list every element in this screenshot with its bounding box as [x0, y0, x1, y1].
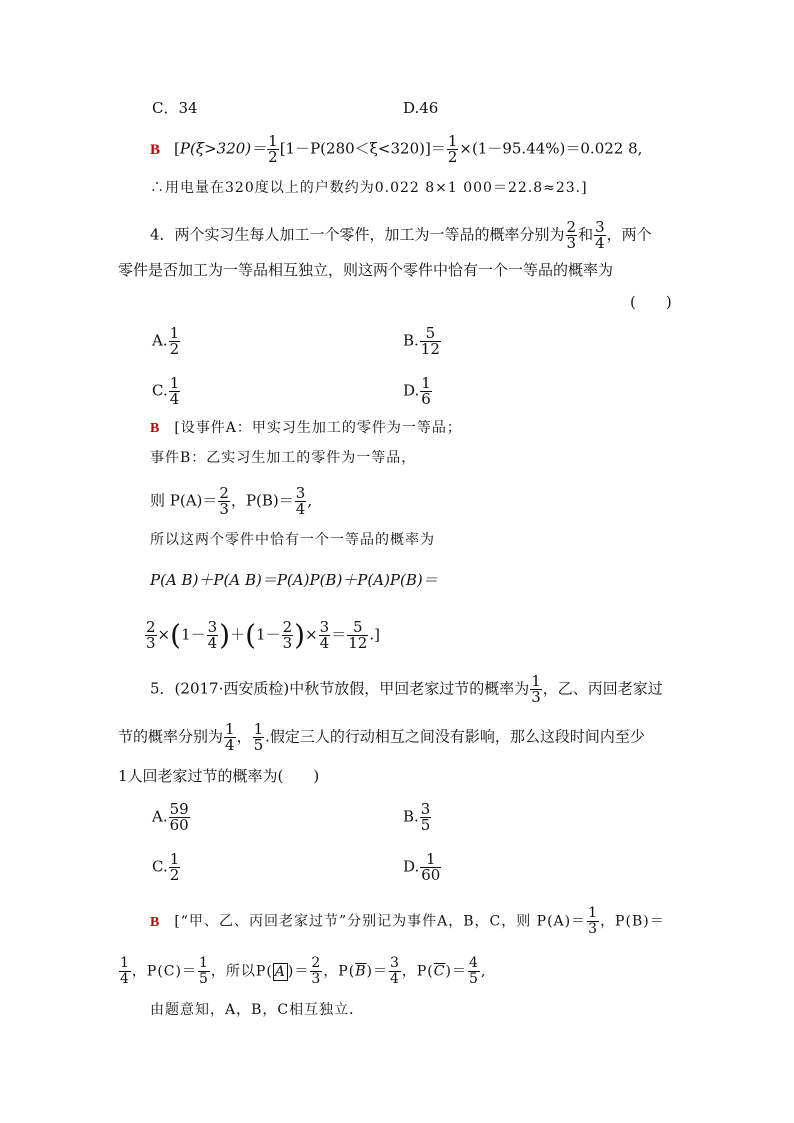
q3-option-d: D.46 — [403, 99, 439, 117]
formula-part: [1－P(280＜ξ<320)]＝ — [279, 139, 446, 158]
formula-part: P(ξ>320)＝ — [179, 139, 267, 158]
fraction-half: $\frac{1}{2}$ — [268, 132, 278, 166]
q5-option-c: C. $\frac{1}{2}$ — [152, 850, 180, 884]
fraction-half: $\frac{1}{2}$ — [447, 132, 458, 166]
q5-stem-line2: 节的概率分别为 $\frac{1}{4}$ ， $\frac{1}{5}$ .假定三人的行动相互之间没有影响，那么这段时间内至少 — [118, 720, 645, 754]
q4-formula-line5: P(A B)＋P(A B)＝P(A)P(B)＋P(A)P(B)＝ — [150, 571, 438, 589]
q3-option-c: C．34 — [152, 99, 198, 117]
fraction: $\frac{2}{3}$ — [566, 218, 577, 252]
q4-explanation-line1: B [设事件A：甲实习生加工的零件为一等品； — [150, 420, 462, 436]
q5-explanation-line1: B [“甲、乙、丙回老家过节”分别记为事件A，B，C，则 P(A)＝ $\frac{1}{3}$ ，P(B)＝ — [150, 905, 665, 937]
q4-stem-line2: 零件是否加工为一等品相互独立，则这两个零件中恰有一个一等品的概率为 — [118, 261, 614, 279]
q4-option-d: D. $\frac{1}{6}$ — [403, 374, 431, 408]
q5-option-a: A. $\frac{59}{60}$ — [152, 800, 189, 834]
q5-explanation-line3: 由题意知，A，B，C相互独立． — [150, 1002, 365, 1018]
q4-answer-paren: ( ) — [630, 293, 672, 311]
q4-answer-letter: B — [150, 421, 161, 436]
q4-option-c: C. $\frac{1}{4}$ — [152, 374, 180, 408]
q5-stem-line3: 1人回老家过节的概率为( ) — [118, 767, 320, 785]
formula-part: ×(1－95.44%)＝0.022 8, — [459, 139, 643, 158]
q3-solution-line1 — [150, 134, 642, 165]
stem-text: 4．两个实习生每人加工一个零件，加工为一等品的概率分别为 — [150, 225, 565, 244]
q3-solution-line2: ∴用电量在320度以上的户数约为0.022 8×1 000＝22.8≈23.] — [150, 180, 588, 196]
q5-option-d: D. $\frac{1}{60}$ — [403, 850, 441, 884]
q4-option-a: A. $\frac{1}{2}$ — [152, 324, 180, 358]
stem-text: ，两个 — [606, 225, 652, 244]
stem-text: 和 — [578, 225, 594, 244]
q4-explanation-line2: 事件B：乙实习生加工的零件为一等品， — [150, 450, 417, 466]
q5-explanation-line2: $\frac{1}{4}$ ，P(C)＝ $\frac{1}{5}$ ，所以P( A )＝ $\frac{2}{3}$ ，$P(\overline{B})=$ $\frac{3}{4}$ ，$P(\overline{C})=$ $\frac{4}{5}$ , — [120, 955, 487, 987]
q5-stem-line1: 5．(2017·西安质检)中秋节放假，甲回老家过节的概率为 $\frac{1}{3}$ ，乙、丙回老家过 — [150, 672, 663, 706]
fraction: $\frac{3}{4}$ — [595, 218, 605, 252]
q4-stem-line1 — [150, 220, 652, 251]
q4-explanation-line3: 则 P(A)＝ $\frac{2}{3}$ ，P(B)＝ $\frac{3}{4}$ , — [150, 484, 313, 518]
q5-answer-letter: B — [150, 914, 161, 930]
q3-answer-letter: B — [150, 141, 161, 158]
q4-formula-line6: $\frac{2}{3}$ ×(1－ $\frac{3}{4}$ )＋(1－ $\frac{2}{3}$ )× $\frac{3}{4}$ ＝ $\frac{5}{12}$ .] — [146, 618, 380, 652]
bracket: [ — [174, 139, 180, 158]
q5-option-b: B. $\frac{3}{5}$ — [403, 800, 431, 834]
q4-option-b: B. $\frac{5}{12}$ — [403, 324, 440, 358]
q4-explanation-line4: 所以这两个零件中恰有一个一等品的概率为 — [150, 532, 435, 548]
boxed-a: A — [274, 963, 286, 980]
